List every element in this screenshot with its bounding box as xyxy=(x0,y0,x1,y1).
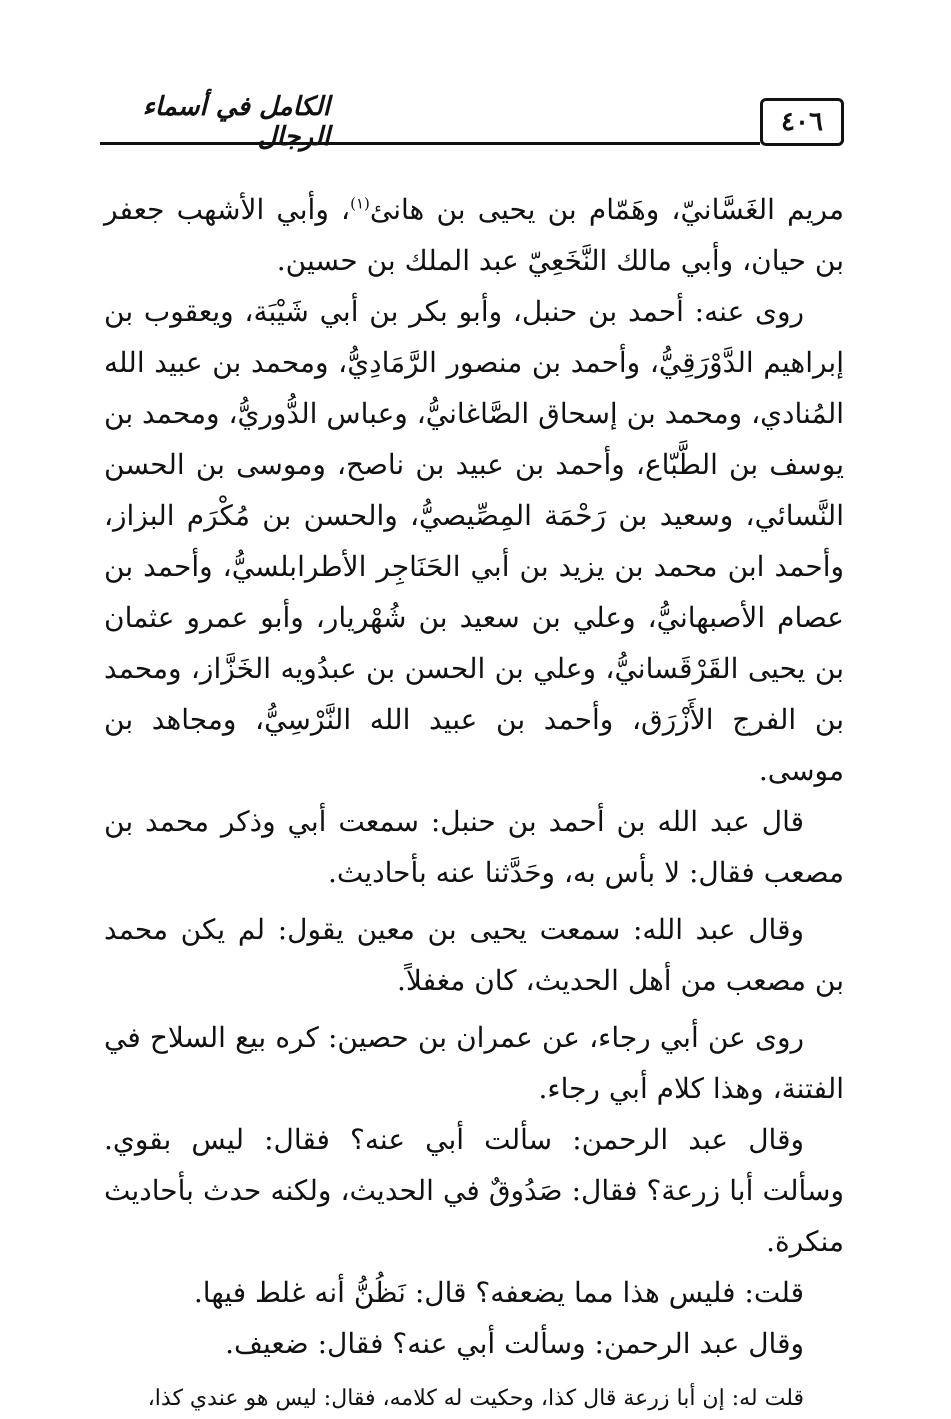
body-text xyxy=(104,184,844,1419)
paragraph-3: قال عبد الله بن أحمد بن حنبل: سمعت أبي وذكر محمد بن مصعب فقال: لا بأس به، وحَدَّثنا عنه بأحاديث. xyxy=(104,805,844,889)
header-rule xyxy=(100,142,760,145)
page-number: ٤٠٦ xyxy=(760,98,844,146)
paragraph-2: روى عنه: أحمد بن حنبل، وأبو بكر بن أبي شَيْبَة، ويعقوب بن إبراهيم الدَّوْرَقِيُّ، وأحمد بن منصور الرَّمَادِيُّ، ومحمد بن عبيد الله المُنادي، ومحمد بن إسحاق الصَّاغانيُّ، وعباس الدُّوريُّ، ومحمد بن يوسف بن الطَّبّاع، وأحمد بن عبيد بن ناصح، وموسى بن الحسن النَّسائي، وسعيد بن رَحْمَة المِصِّيصيُّ، والحسن بن مُكْرَم البزاز، وأحمد ابن محمد بن يزيد بن أبي الحَنَاجِر الأطرابلسيُّ، وأحمد بن عصام الأصبهانيُّ، وعلي بن سعيد بن شُهْريار، وأبو عمرو عثمان بن يحيى القَرْقَسانيُّ، وعلي بن الحسن بن عبدُويه الخَزَّاز، ومحمد بن الفرج الأَزْرَق، وأحمد بن عبيد الله النَّرْسِيُّ، ومجاهد بن موسى. xyxy=(104,295,845,787)
paragraph-5: روى عن أبي رجاء، عن عمران بن حصين: كره بيع السلاح في الفتنة، وهذا كلام أبي رجاء. xyxy=(104,1021,844,1105)
paragraph-7: قلت: فليس هذا مما يضعفه؟ قال: نَظُنُّ أنه غلط فيها. xyxy=(193,1276,804,1309)
footnote-marker: (١) xyxy=(350,194,370,213)
running-title: الكامل في أسماء الرجال xyxy=(142,92,330,152)
paragraph-9: قلت له: إن أبا زرعة قال كذا، وحكيت له كلامه، فقال: ليس هو عندي كذا، xyxy=(147,1386,804,1411)
paragraph-1 xyxy=(104,184,844,286)
page-header xyxy=(100,92,844,156)
paragraph-8: وقال عبد الرحمن: وسألت أبي عنه؟ فقال: ضعيف. xyxy=(225,1327,804,1360)
paragraph-4: وقال عبد الله: سمعت يحيى بن معين يقول: لم يكن محمد بن مصعب من أهل الحديث، كان مغفلاً. xyxy=(104,913,844,997)
paragraph-1-text: مريم الغَسَّانيّ، وهَمّام بن يحيى بن هانئ xyxy=(369,193,844,226)
paragraph-6: وقال عبد الرحمن: سألت أبي عنه؟ فقال: ليس بقوي. وسألت أبا زرعة؟ فقال: صَدُوقٌ في الحديث، ولكنه حدث بأحاديث منكرة. xyxy=(104,1123,844,1258)
paragraph-1-text-cont: ، وأبي الأشهب جعفر بن حيان، وأبي مالك النَّخَعِيّ عبد الملك بن حسين. xyxy=(104,193,844,277)
